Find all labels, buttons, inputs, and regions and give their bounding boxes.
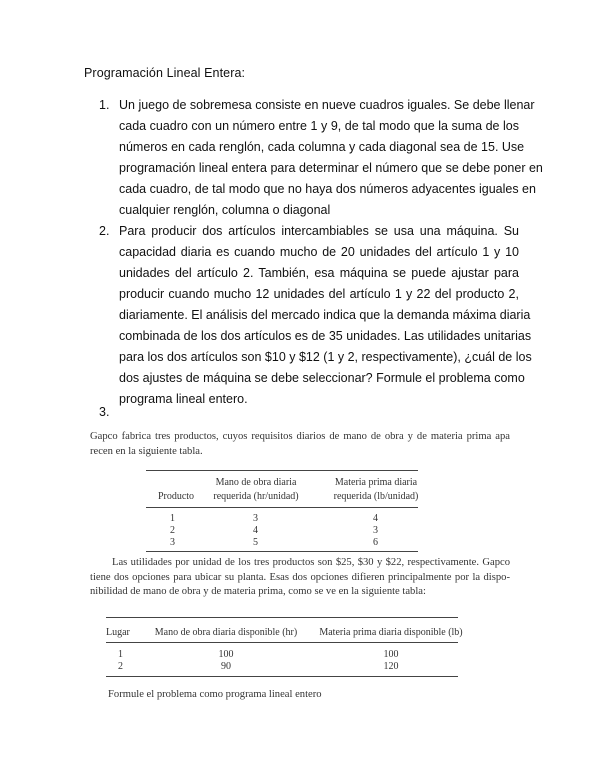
table-cell: 3 [373,525,378,536]
text-line: Las utilidades por unidad de los tres productos son $25, $30 y $22, respectivamente. Gapco [112,557,510,568]
table-header: requerida (hr/unidad) [213,491,299,502]
gapco-intro [90,430,510,459]
text-line: Para producir dos artículos intercambiables se usa una máquina. Su [119,224,519,238]
text-line: Gapco fabrica tres productos, cuyos requisitos diarios de mano de obra y de materia prima apa [90,431,510,442]
text-line: cada cuadro con un número entre 1 y 9, de tal modo que la suma de los [119,119,519,133]
table-cell: 2 [170,525,175,536]
table-header: Mano de obra diaria [215,477,297,488]
table-cell: 5 [253,537,258,548]
text-line: programa lineal entero. [119,392,248,406]
table-top-rule [146,470,418,471]
text-line: Formule el problema como programa lineal entero [108,689,322,700]
text-line: nibilidad de mano de obra y de materia prima, como se ve en la siguiente tabla: [90,586,426,597]
table-cell: 120 [383,661,399,672]
table-cell: 6 [373,537,378,548]
table-header: Materia prima diaria disponible (lb) [319,627,463,638]
text-line: combinada de los dos artículos es de 35 unidades. Las utilidades unitarias [119,329,532,343]
document-heading: Programación Lineal Entera: [84,66,246,80]
table-header: Mano de obra diaria disponible (hr) [154,627,298,638]
table-header: Producto [157,491,195,502]
table-bottom-rule [146,551,418,552]
table-cell: 4 [253,525,258,536]
table-cell: 90 [221,661,231,672]
table-cell: 100 [218,649,234,660]
text-line: unidades del artículo 2. También, esa máquina se puede ajustar para [119,266,519,280]
table-cell: 3 [170,537,175,548]
table-cell: 2 [118,661,123,672]
text-line: tiene dos opciones para ubicar su planta. Esas dos opciones difieren principalmente por la dispo- [90,571,510,583]
table-cell: 4 [373,513,378,524]
table-header: Lugar [106,627,130,638]
problem-1-text [119,95,543,221]
text-line: Un juego de sobremesa consiste en nueve cuadros iguales. Se debe llenar [119,98,535,112]
gapco-closing [108,688,528,703]
table-header: requerida (lb/unidad) [333,491,419,502]
problem-3-number: 3. [99,405,110,419]
table-bottom-rule [106,676,458,677]
table-header-rule [106,642,458,643]
gapco-utilities [90,556,510,600]
table-cell: 1 [170,513,175,524]
table-cell: 3 [253,513,258,524]
problem-1-number: 1. [99,98,110,112]
problem-2-number: 2. [99,224,110,238]
table-cell: 1 [118,649,123,660]
table-top-rule [106,617,458,618]
text-line: recen en la siguiente tabla. [90,445,203,457]
text-line: números en cada renglón, cada columna y cada diagonal sea de 15. Use [119,140,525,154]
text-line: diariamente. El análisis del mercado indica que la demanda máxima diaria [119,308,531,322]
table-header: Materia prima diaria [334,477,418,488]
text-line: producir cuando mucho 12 unidades del artículo 1 y 22 del producto 2, [119,287,519,301]
problem-2-text [119,221,532,410]
text-line: cada cuadro, de tal modo que no haya dos números adyacentes iguales en [119,182,536,196]
text-line: capacidad diaria es cuando mucho de 20 unidades del artículo 1 y 10 [119,245,519,259]
table-cell: 100 [383,649,399,660]
text-line: dos ajustes de máquina se debe seleccionar? Formule el problema como [119,371,525,385]
text-line: para los dos artículos son $10 y $12 (1 y 2, respectivamente), ¿cuál de los [119,350,532,364]
table-header-rule [146,507,418,508]
text-line: cualquier renglón, columna o diagonal [119,203,331,217]
text-line: programación lineal entera para determinar el número que se debe poner en [119,161,543,175]
